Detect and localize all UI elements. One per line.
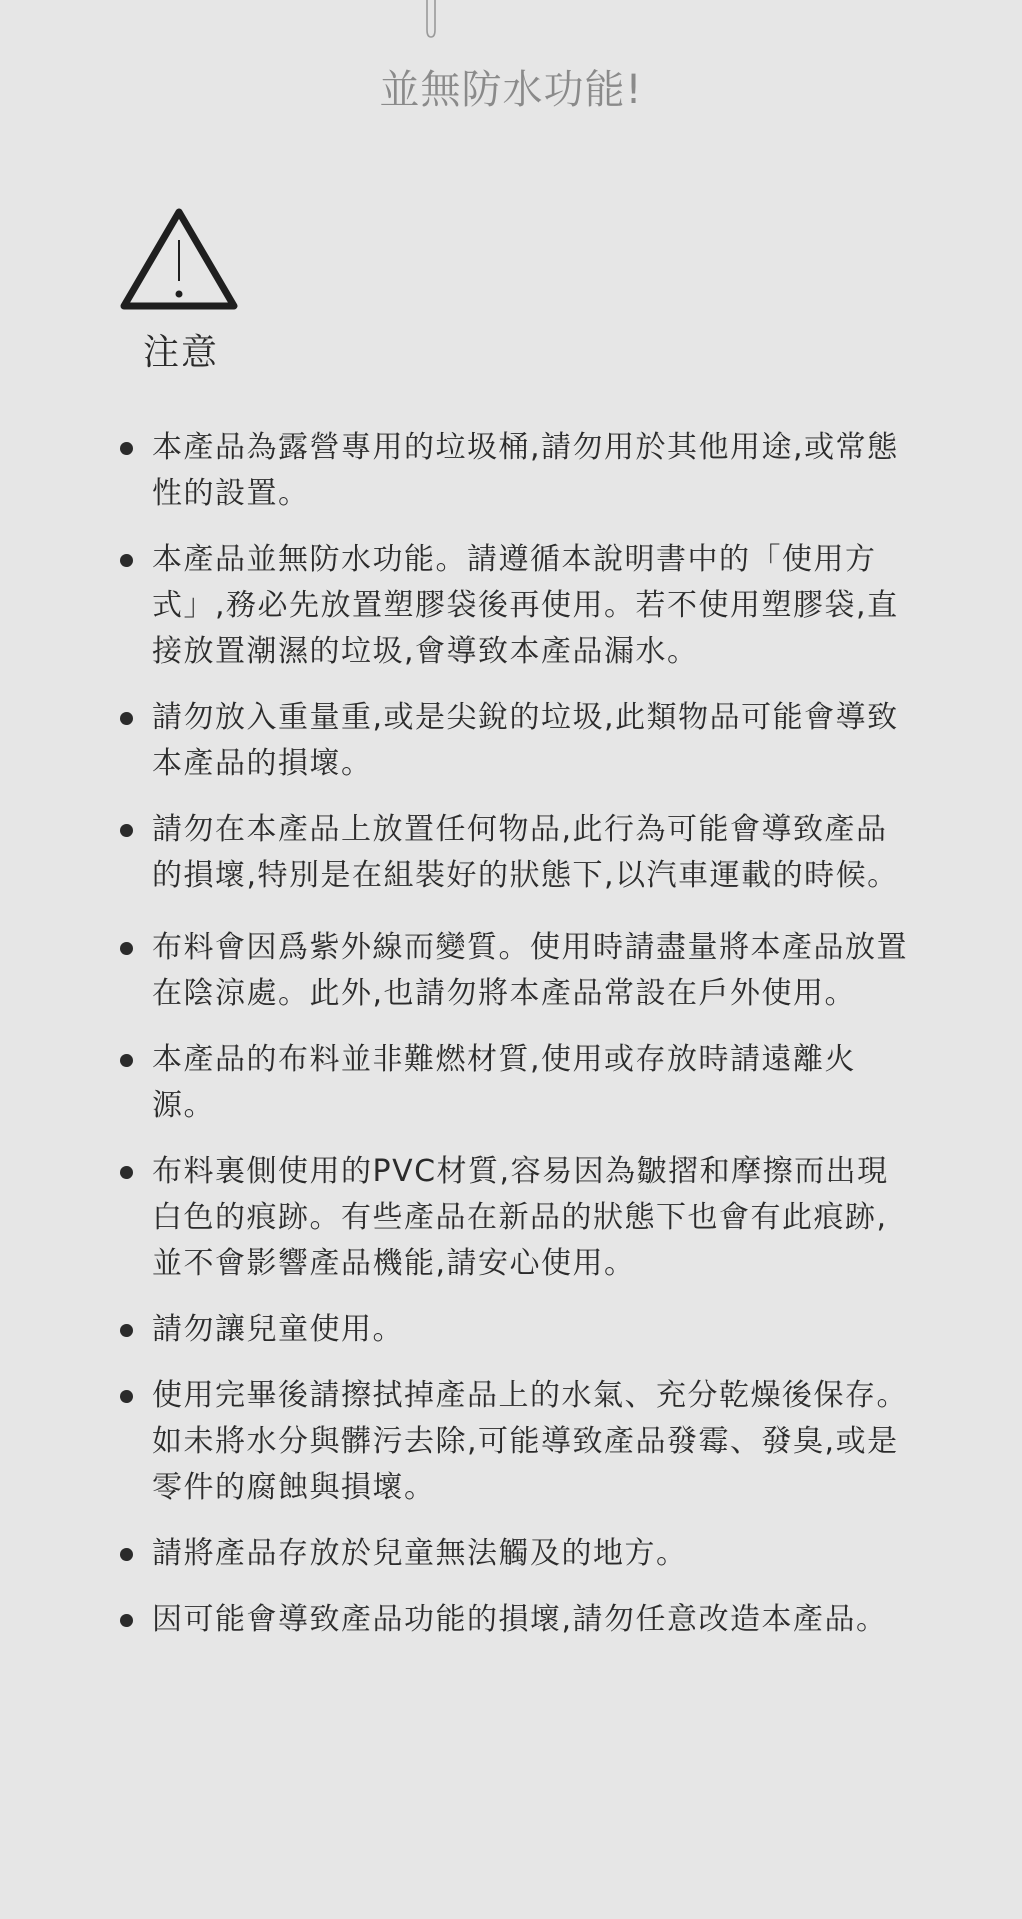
list-item: 請勿讓兒童使用。 [118, 1307, 908, 1353]
bullet-icon [120, 942, 133, 955]
bullet-icon [120, 442, 133, 455]
list-item: 請將產品存放於兒童無法觸及的地方。 [118, 1531, 908, 1577]
list-item: 本產品並無防水功能。請遵循本說明書中的「使用方式」,務必先放置塑膠袋後再使用。若不使用塑膠袋,直接放置潮濕的垃圾,會導致本產品漏水。 [118, 537, 908, 675]
list-item: 請勿放入重量重,或是尖銳的垃圾,此類物品可能會導致本產品的損壞。 [118, 695, 908, 787]
bullet-icon [120, 1054, 133, 1067]
caution-notes-list [118, 425, 908, 1663]
warning-triangle-icon [118, 206, 240, 314]
hook-graphic [424, 0, 438, 40]
bullet-icon [120, 824, 133, 837]
list-item: 本產品的布料並非難燃材質,使用或存放時請遠離火源。 [118, 1037, 908, 1129]
bullet-icon [120, 712, 133, 725]
list-item: 因可能會導致產品功能的損壞,請勿任意改造本產品。 [118, 1597, 908, 1643]
bullet-icon [120, 1166, 133, 1179]
bullet-icon [120, 554, 133, 567]
bullet-icon [120, 1548, 133, 1561]
bullet-icon [120, 1324, 133, 1337]
list-item: 布料會因爲紫外線而變質。使用時請盡量將本產品放置在陰涼處。此外,也請勿將本產品常設在戶外使用。 [118, 925, 908, 1017]
list-item: 請勿在本產品上放置任何物品,此行為可能會導致產品的損壞,特別是在組裝好的狀態下,以汽車運載的時候。 [118, 807, 908, 899]
caution-label: 注意 [143, 332, 220, 373]
list-item: 本產品為露營專用的垃圾桶,請勿用於其他用途,或常態性的設置。 [118, 425, 908, 517]
list-item: 使用完畢後請擦拭掉產品上的水氣、充分乾燥後保存。如未將水分與髒污去除,可能導致產品發霉、發臭,或是零件的腐蝕與損壞。 [118, 1373, 908, 1511]
bullet-icon [120, 1614, 133, 1627]
page-subtitle: 並無防水功能! [379, 67, 643, 113]
list-item: 布料裏側使用的PVC材質,容易因為皺摺和摩擦而出現白色的痕跡。有些產品在新品的狀態下也會有此痕跡,並不會影響產品機能,請安心使用。 [118, 1149, 908, 1287]
bullet-icon [120, 1390, 133, 1403]
